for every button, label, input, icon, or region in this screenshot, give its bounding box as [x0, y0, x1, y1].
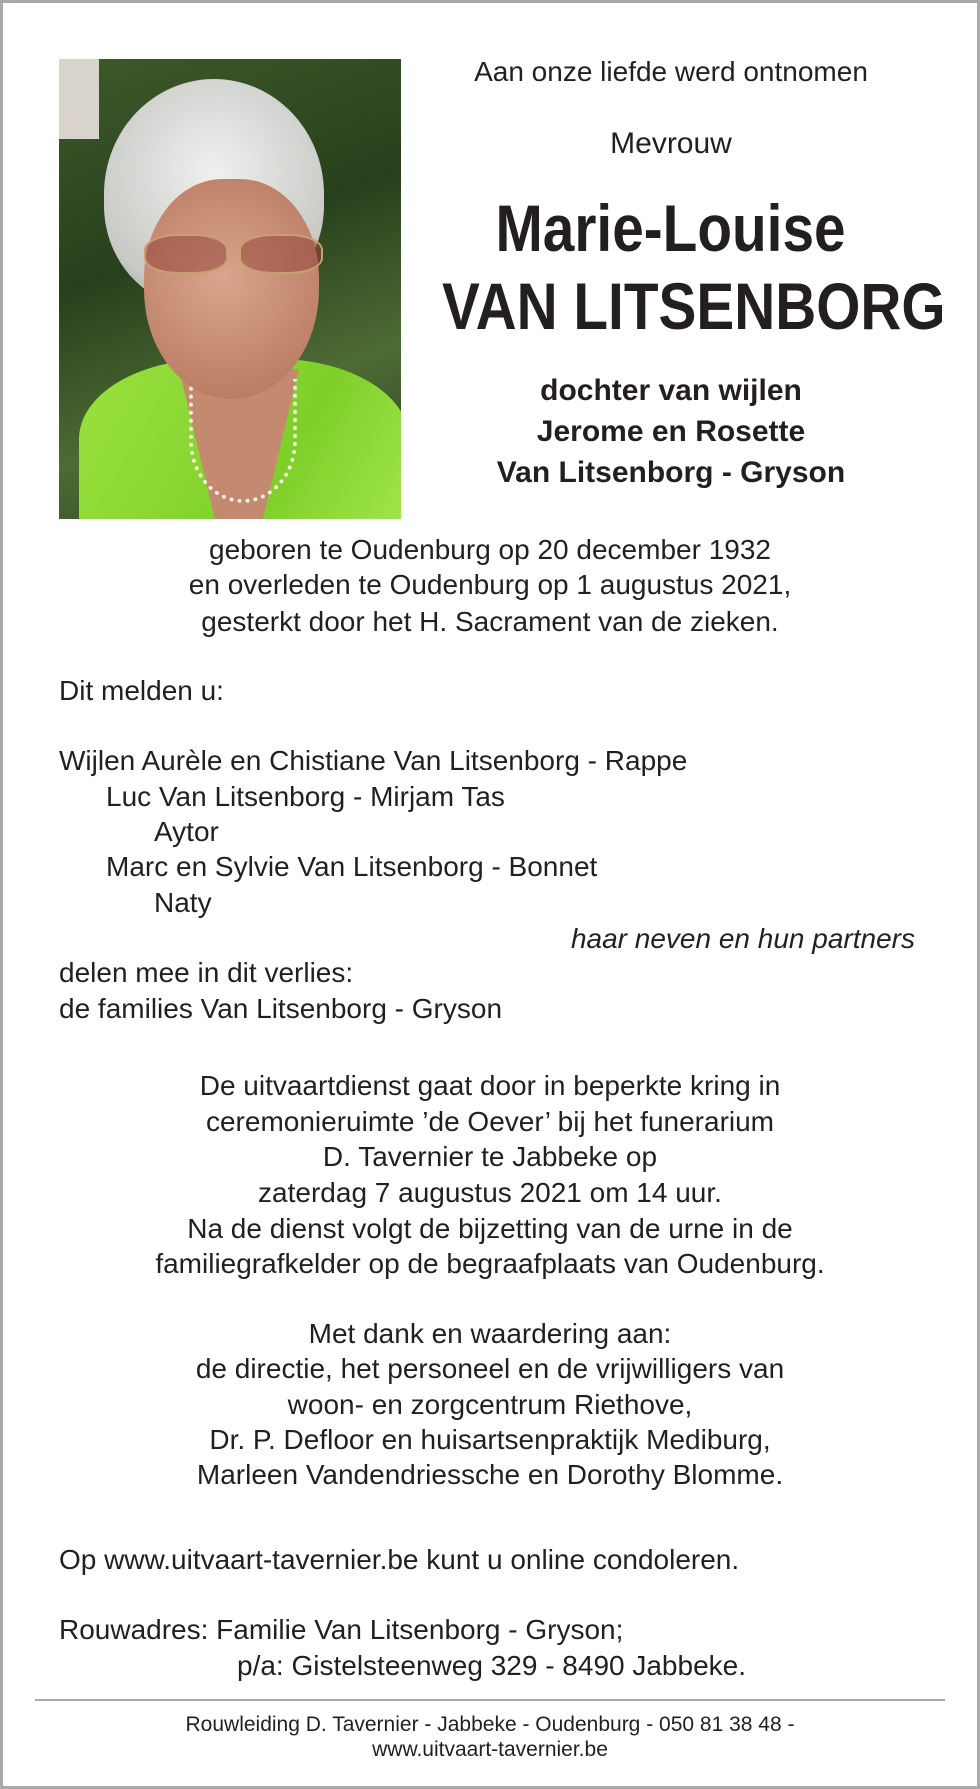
footer-website: www.uitvaart-tavernier.be	[372, 1738, 608, 1761]
family-line: Aytor	[154, 816, 219, 847]
share-line: delen mee in dit verlies:	[59, 957, 354, 988]
service-line: ceremonieruimte ’de Oever’ bij het funerarium	[205, 1106, 775, 1137]
thanks-line: woon- en zorgcentrum Riethove,	[287, 1389, 693, 1420]
death-line: en overleden te Oudenburg op 1 augustus 2021,	[188, 569, 792, 600]
first-name: Marie-Louise	[495, 191, 847, 265]
service-line: D. Tavernier te Jabbeke op	[322, 1141, 658, 1172]
divider	[35, 1699, 945, 1701]
title-text: Mevrouw	[610, 127, 732, 160]
family-line: Luc Van Litsenborg - Mirjam Tas	[106, 781, 505, 812]
share-line: de families Van Litsenborg - Gryson	[59, 993, 503, 1024]
thanks-line: Dr. P. Defloor en huisartsenpraktijk Mediburg,	[209, 1424, 771, 1455]
family-caption: haar neven en hun partners	[570, 923, 915, 954]
family-line: Wijlen Aurèle en Chistiane Van Litsenborg - Rappe	[59, 745, 688, 776]
family-line: Naty	[154, 887, 212, 918]
last-name: VAN LITSENBORG	[441, 269, 946, 343]
address-line: Rouwadres: Familie Van Litsenborg - Gryson;	[59, 1614, 624, 1645]
intro-text: Aan onze liefde werd ontnomen	[474, 56, 868, 87]
family-line: Marc en Sylvie Van Litsenborg - Bonnet	[106, 851, 598, 882]
condolence-text: Op www.uitvaart-tavernier.be kunt u online condoleren.	[59, 1544, 740, 1575]
footer-line: Rouwleiding D. Tavernier - Jabbeke - Oudenburg - 050 81 38 48 -	[185, 1713, 795, 1736]
sacrament-line: gesterkt door het H. Sacrament van de zieken.	[201, 606, 779, 637]
announce-text: Dit melden u:	[59, 675, 224, 706]
service-line: zaterdag 7 augustus 2021 om 14 uur.	[258, 1177, 722, 1208]
service-line: Na de dienst volgt de bijzetting van de urne in de	[187, 1213, 793, 1244]
parents-line: Van Litsenborg - Gryson	[496, 456, 846, 489]
thanks-line: Met dank en waardering aan:	[308, 1318, 672, 1349]
address-line: p/a: Gistelsteenweg 329 - 8490 Jabbeke.	[237, 1650, 747, 1681]
portrait-photo	[59, 59, 401, 519]
thanks-line: Marleen Vandendriessche en Dorothy Blomme.	[196, 1459, 784, 1490]
thanks-line: de directie, het personeel en de vrijwilligers van	[195, 1353, 785, 1384]
parents-line: dochter van wijlen	[540, 374, 802, 407]
birth-line: geboren te Oudenburg op 20 december 1932	[209, 534, 771, 565]
service-line: De uitvaartdienst gaat door in beperkte kring in	[199, 1070, 781, 1101]
service-line: familiegrafkelder op de begraafplaats van Oudenburg.	[155, 1248, 825, 1279]
parents-line: Jerome en Rosette	[536, 415, 806, 448]
